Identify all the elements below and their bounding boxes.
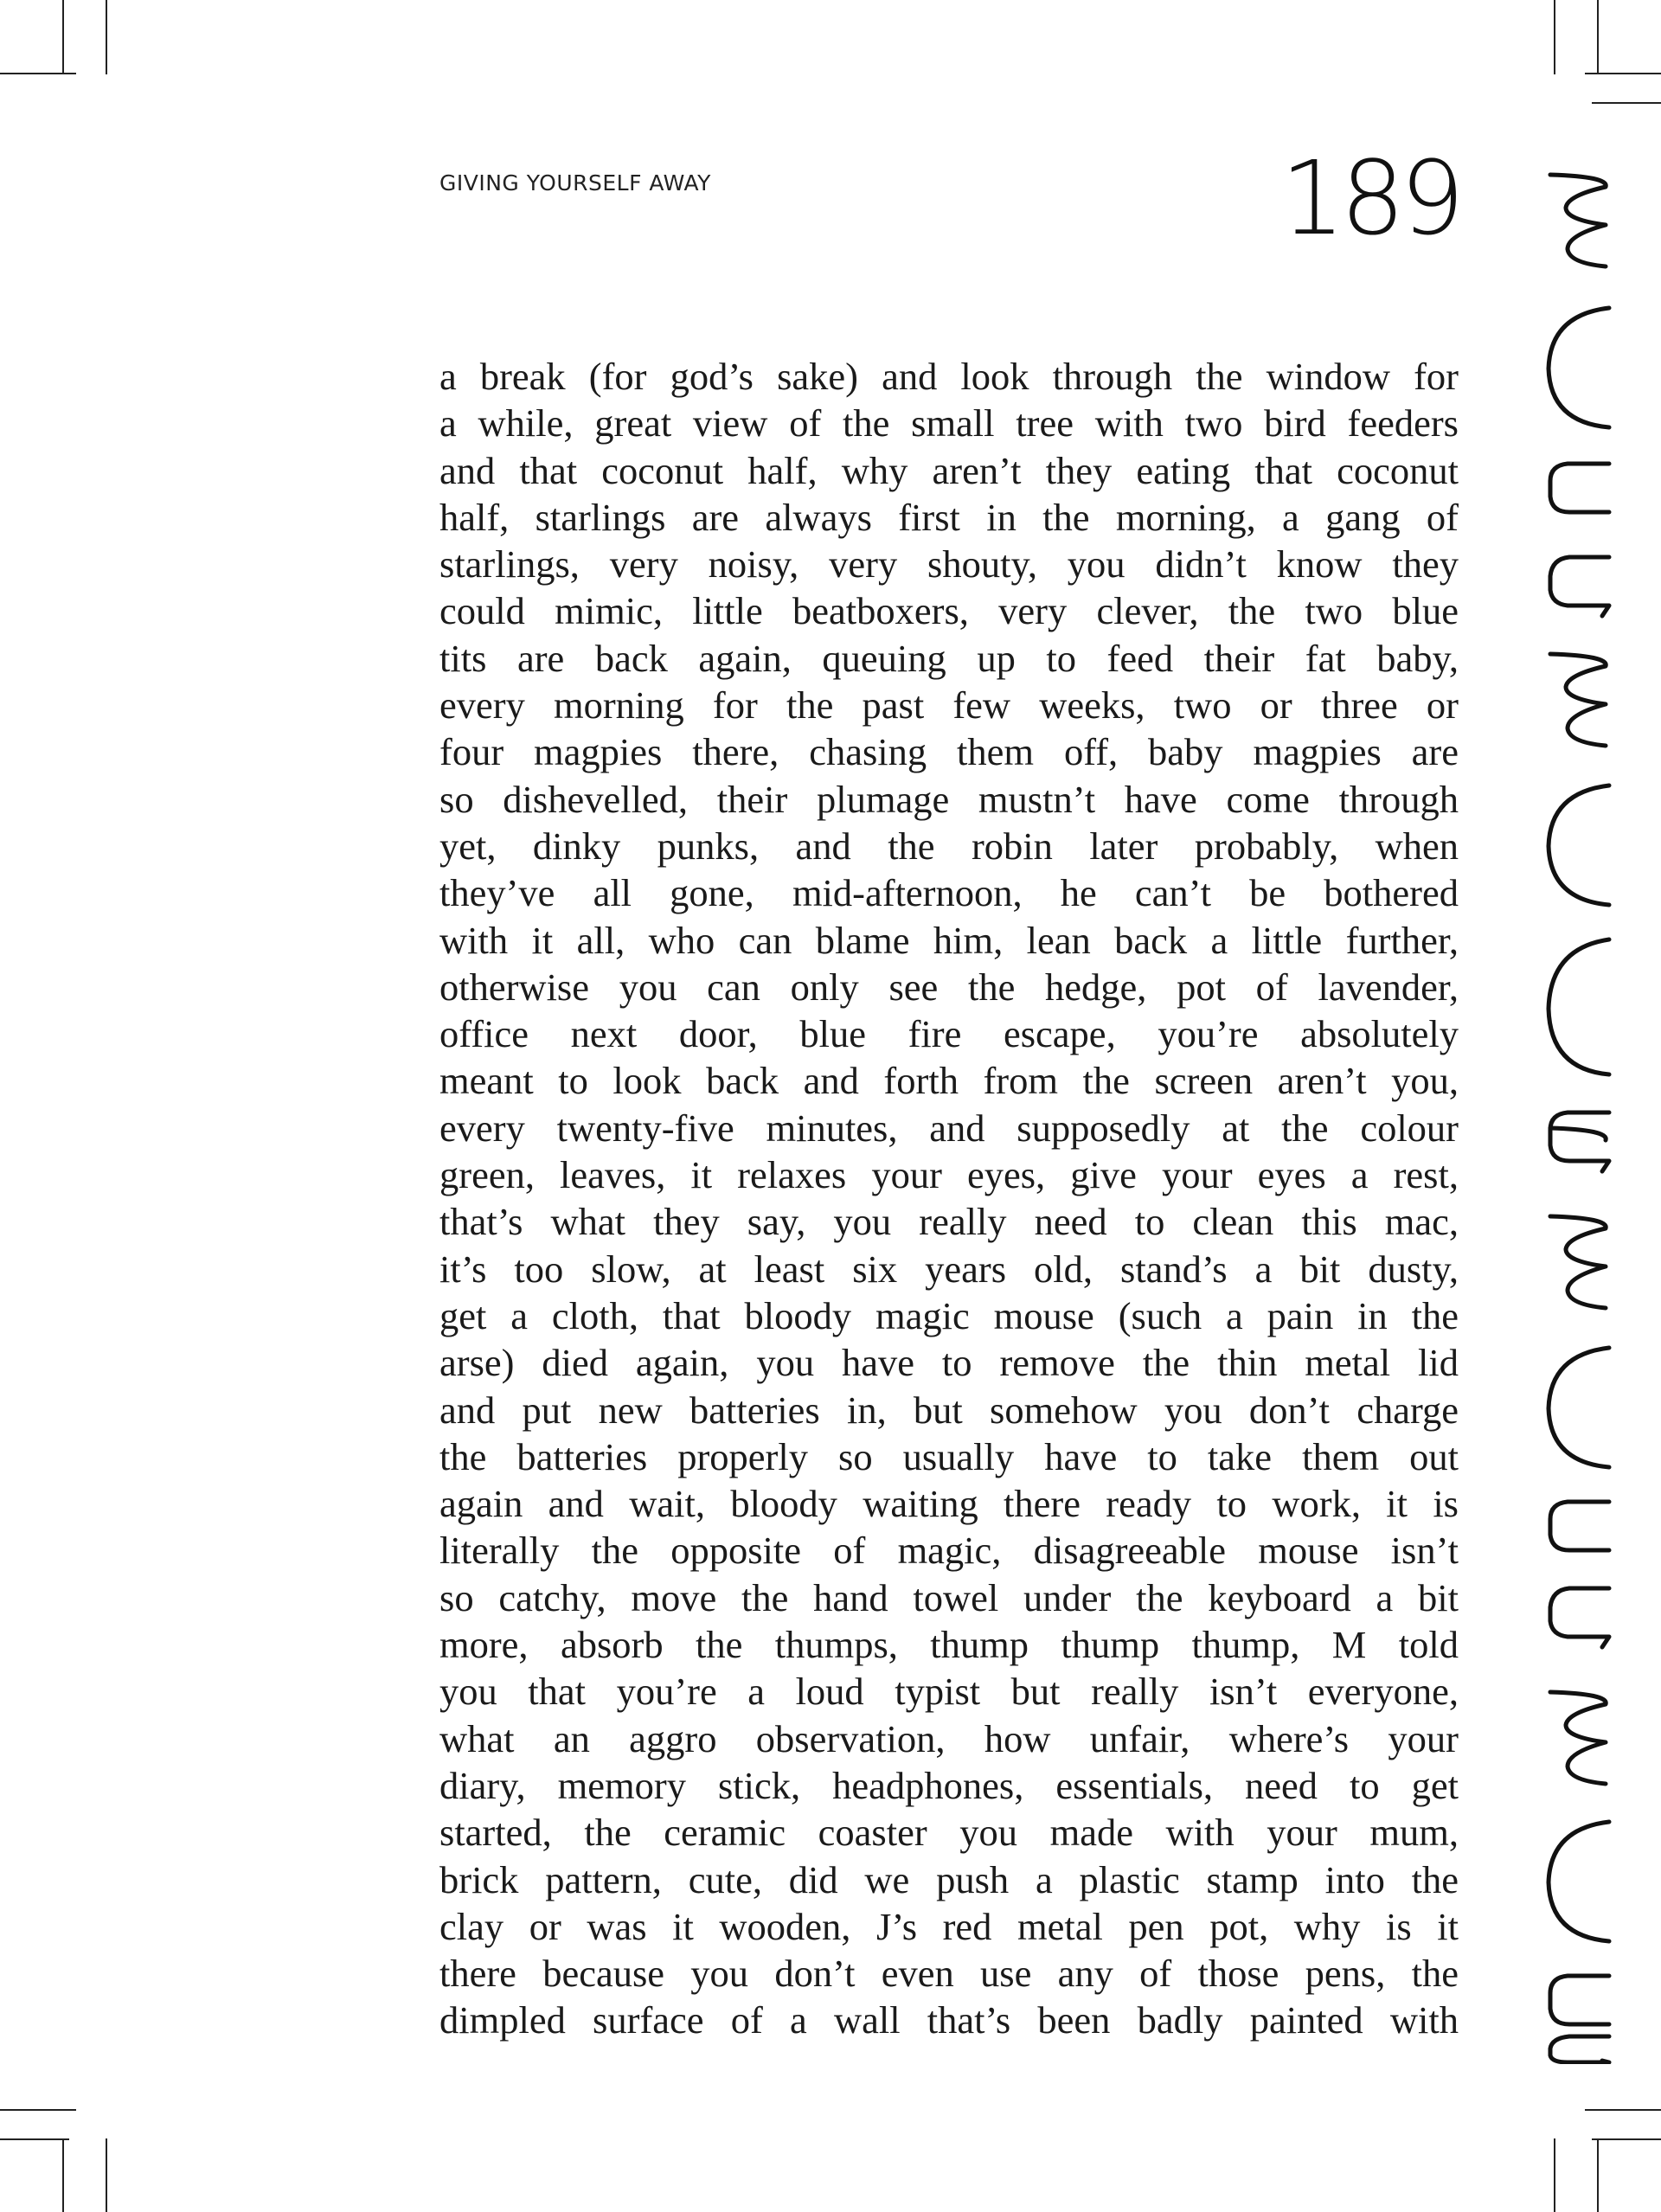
body-line: literally the opposite of magic, disagreeable mouse isn’t — [439, 1529, 1459, 1573]
body-line: half, starlings are always first in the morning, a gang of — [439, 495, 1459, 539]
body-text — [439, 353, 1459, 2044]
body-line: what an aggro observation, how unfair, where’s your — [439, 1716, 1459, 1760]
body-line: diary, memory stick, headphones, essentials, need to get — [439, 1763, 1459, 1807]
body-line: clay or was it wooden, J’s red metal pen pot, why is it — [439, 1904, 1459, 1948]
body-line: so catchy, move the hand towel under the keyboard a bit — [439, 1575, 1459, 1619]
crop-mark — [1597, 0, 1599, 74]
body-line: so dishevelled, their plumage mustn’t have come through — [439, 777, 1459, 821]
body-line: and put new batteries in, but somehow you don’t charge — [439, 1388, 1459, 1432]
body-line: more, absorb the thumps, thump thump thump, M told — [439, 1623, 1459, 1667]
body-line: every twenty-five minutes, and supposedly at the colour — [439, 1106, 1459, 1150]
crop-mark — [1585, 73, 1661, 74]
body-line: you that you’re a loud typist but really isn’t everyone, — [439, 1670, 1459, 1714]
body-line: a break (for god’s sake) and look through the window for — [439, 355, 1459, 398]
crop-mark — [1585, 2109, 1661, 2111]
crop-mark — [0, 2109, 76, 2111]
crop-mark — [1592, 102, 1661, 104]
running-head: GIVING YOURSELF AWAY — [439, 170, 711, 196]
body-line: it’s too slow, at least six years old, stand’s a bit dusty, — [439, 1247, 1459, 1291]
crop-mark — [106, 2138, 107, 2212]
crop-mark — [106, 0, 107, 74]
crop-mark — [0, 2138, 69, 2140]
body-line: starlings, very noisy, very shouty, you didn’t know they — [439, 542, 1459, 587]
body-line: four magpies there, chasing them off, baby magpies are — [439, 730, 1459, 774]
crop-mark — [1597, 2138, 1599, 2212]
body-line: every morning for the past few weeks, two or three or — [439, 683, 1459, 728]
body-line: meant to look back and forth from the screen aren’t you, — [439, 1059, 1459, 1103]
crop-mark — [0, 73, 76, 74]
crop-mark — [62, 0, 64, 74]
body-line: arse) died again, you have to remove the thin metal lid — [439, 1341, 1459, 1385]
crop-mark — [1592, 2138, 1661, 2140]
body-line: tits are back again, queuing up to feed their fat baby, — [439, 636, 1459, 680]
body-line: office next door, blue fire escape, you’re absolutely — [439, 1012, 1459, 1056]
body-line: get a cloth, that bloody magic mouse (such a pain in the — [439, 1293, 1459, 1337]
body-line: dimpled surface of a wall that’s been badly painted with — [439, 1998, 1459, 2042]
body-line: with it all, who can blame him, lean back a little further, — [439, 918, 1459, 962]
body-line: started, the ceramic coaster you made with your mum, — [439, 1811, 1459, 1855]
body-line: yet, dinky punks, and the robin later probably, when — [439, 824, 1459, 868]
body-line: the batteries properly so usually have to take them out — [439, 1434, 1459, 1478]
body-line: they’ve all gone, mid-afternoon, he can’t be bothered — [439, 871, 1459, 915]
body-line: that’s what they say, you really need to clean this mac, — [439, 1200, 1459, 1244]
body-line: there because you don’t even use any of those pens, the — [439, 1952, 1459, 1996]
body-line: and that coconut half, why aren’t they eating that coconut — [439, 448, 1459, 492]
body-line: green, leaves, it relaxes your eyes, give your eyes a rest, — [439, 1153, 1459, 1197]
body-line: could mimic, little beatboxers, very clever, the two blue — [439, 589, 1459, 633]
body-line: otherwise you can only see the hedge, pot of lavender, — [439, 965, 1459, 1009]
crop-mark — [62, 2138, 64, 2212]
body-line: brick pattern, cute, did we push a plastic stamp into the — [439, 1857, 1459, 1901]
crop-mark — [1554, 0, 1555, 74]
body-line: again and wait, bloody waiting there ready to work, it is — [439, 1482, 1459, 1526]
page-number: 189 — [1280, 138, 1460, 258]
margin-ornament-icon — [1516, 170, 1637, 2064]
crop-mark — [1554, 2138, 1555, 2212]
body-line: a while, great view of the small tree with two bird feeders — [439, 401, 1459, 446]
